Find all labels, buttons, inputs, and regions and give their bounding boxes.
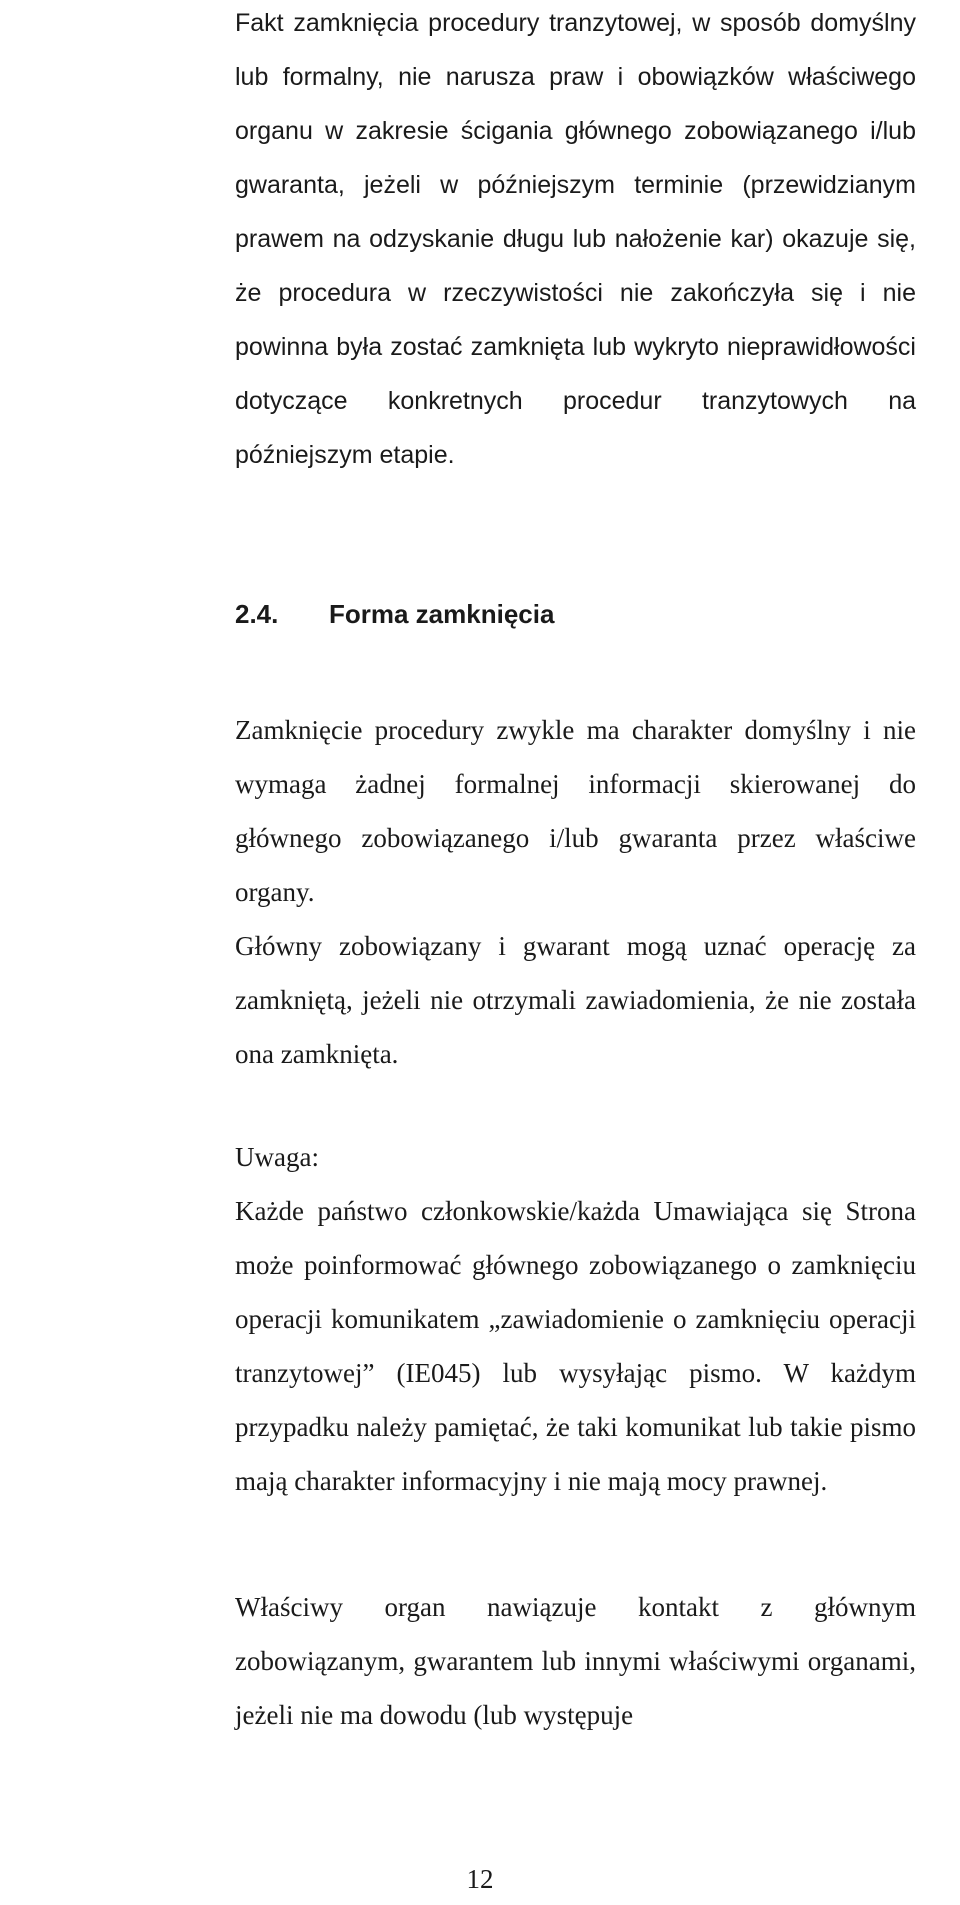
section-body-block (235, 703, 916, 1081)
section-number: 2.4. (235, 599, 279, 629)
note-block (235, 1130, 916, 1508)
intro-block (235, 0, 916, 482)
page-number: 12 (466, 1864, 494, 1894)
note-label: Uwaga: (235, 1142, 319, 1172)
final-block (235, 1580, 916, 1742)
section-title: Forma zamknięcia (329, 599, 555, 629)
note-paragraph: Każde państwo członkowskie/każda Umawiająca się Strona może poinformować głównego zobowiązanego o zamknięciu operacji komunikatem „zawiadomienie o zamknięciu operacji tranzytowej” (IE045) lub wysyłając pismo. W każdym przypadku należy pamiętać, że taki komunikat lub takie pismo mają charakter informacyjny i nie mają mocy prawnej. (235, 1196, 916, 1496)
final-paragraph: Właściwy organ nawiązuje kontakt z głównym zobowiązanym, gwarantem lub innymi właściwymi organami, jeżeli nie ma dowodu (lub występuje (235, 1592, 916, 1730)
section-paragraph-2: Główny zobowiązany i gwarant mogą uznać operację za zamkniętą, jeżeli nie otrzymali zawiadomienia, że nie została ona zamknięta. (235, 931, 916, 1069)
section-heading-block (235, 594, 916, 634)
section-paragraph-1: Zamknięcie procedury zwykle ma charakter domyślny i nie wymaga żadnej formalnej informacji skierowanej do głównego zobowiązanego i/lub gwaranta przez właściwe organy. (235, 715, 916, 907)
intro-paragraph: Fakt zamknięcia procedury tranzytowej, w sposób domyślny lub formalny, nie narusza praw i obowiązków właściwego organu w zakresie ścigania głównego zobowiązanego i/lub gwaranta, jeżeli w późniejszym terminie (przewidzianym prawem na odzyskanie długu lub nałożenie kar) okazuje się, że procedura w rzeczywistości nie zakończyła się i nie powinna była zostać zamknięta lub wykryto nieprawidłowości dotyczące konkretnych procedur tranzytowych na późniejszym etapie. (235, 9, 916, 469)
section-heading (235, 594, 916, 634)
